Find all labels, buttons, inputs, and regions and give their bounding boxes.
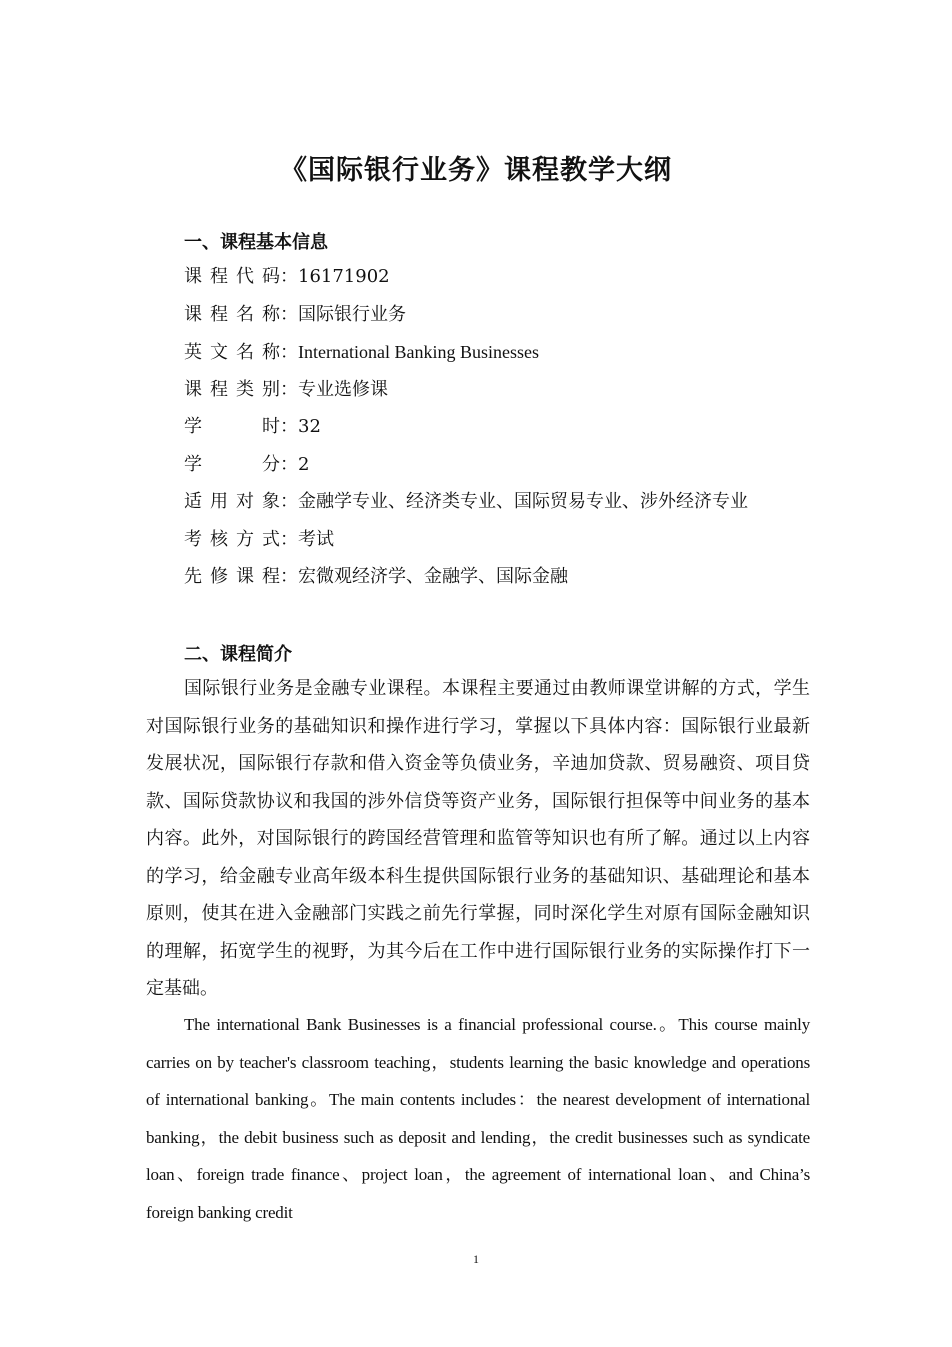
info-row-assessment — [184, 525, 748, 563]
info-label: 学时 — [184, 416, 280, 437]
info-row-course-name — [184, 300, 748, 338]
info-colon: ： — [280, 453, 298, 475]
info-value: 金融学专业、经济类专业、国际贸易专业、涉外经济专业 — [298, 491, 748, 512]
info-row-prerequisites — [184, 562, 748, 600]
info-row-course-code — [184, 262, 748, 300]
info-value: 专业选修课 — [298, 378, 388, 400]
info-label: 课程名称 — [184, 303, 280, 325]
info-row-hours — [184, 412, 748, 450]
course-info-list — [184, 262, 748, 600]
info-value: 国际银行业务 — [298, 303, 406, 325]
info-colon: ： — [280, 566, 298, 587]
introduction-paragraph-english: The international Bank Businesses is a financial professional course.。This course mainly carries on by teacher's classroom teaching，students learning the basic knowledge and operations of international banking。The main contents includes：the nearest development of international banking，the debit business such as deposit and lending，the credit businesses such as syndicate loan、foreign trade finance、project loan，the agreement of international loan、and China’s foreign banking credit — [146, 1015, 810, 1222]
info-colon: ： — [280, 342, 298, 363]
info-label: 适用对象 — [184, 491, 280, 512]
info-label: 英文名称 — [184, 342, 280, 363]
info-value: International Banking Businesses — [298, 342, 539, 362]
info-value: 考试 — [298, 528, 334, 550]
info-colon: ： — [280, 303, 298, 325]
info-value: 32 — [298, 416, 321, 437]
info-row-english-name — [184, 337, 748, 375]
info-row-course-category — [184, 375, 748, 413]
info-label: 学分 — [184, 453, 280, 475]
info-colon: ： — [280, 378, 298, 400]
info-label: 考核方式 — [184, 528, 280, 550]
info-label: 课程类别 — [184, 378, 280, 400]
introduction-paragraph-chinese: 国际银行业务是金融专业课程。本课程主要通过由教师课堂讲解的方式，学生对国际银行业务的基础知识和操作进行学习，掌握以下具体内容：国际银行业最新发展状况，国际银行存款和借入资金等负债业务，辛迪加贷款、贸易融资、项目贷款、国际贷款协议和我国的涉外信贷等资产业务，国际银行担保等中间业务的基本内容。此外，对国际银行的跨国经营管理和监管等知识也有所了解。通过以上内容的学习，给金融专业高年级本科生提供国际银行业务的基础知识、基础理论和基本原则，使其在进入金融部门实践之前先行掌握，同时深化学生对原有国际金融知识的理解，拓宽学生的视野，为其今后在工作中进行国际银行业务的实际操作打下一定基础。 — [146, 678, 810, 999]
section-heading-basic-info: 一、课程基本信息 — [184, 232, 328, 253]
info-label: 先修课程 — [184, 566, 280, 587]
page-number: 1 — [473, 1252, 479, 1266]
info-value: 16171902 — [298, 266, 390, 287]
info-row-credits — [184, 450, 748, 488]
info-row-audience — [184, 487, 748, 525]
info-label: 课程代码 — [184, 266, 280, 287]
info-colon: ： — [280, 416, 298, 437]
info-colon: ： — [280, 491, 298, 512]
info-colon: ： — [280, 528, 298, 550]
info-colon: ： — [280, 266, 298, 287]
section-heading-introduction: 二、课程简介 — [184, 644, 292, 665]
info-value: 2 — [298, 453, 310, 475]
document-title: 《国际银行业务》课程教学大纲 — [280, 155, 672, 186]
info-value: 宏微观经济学、金融学、国际金融 — [298, 566, 568, 587]
